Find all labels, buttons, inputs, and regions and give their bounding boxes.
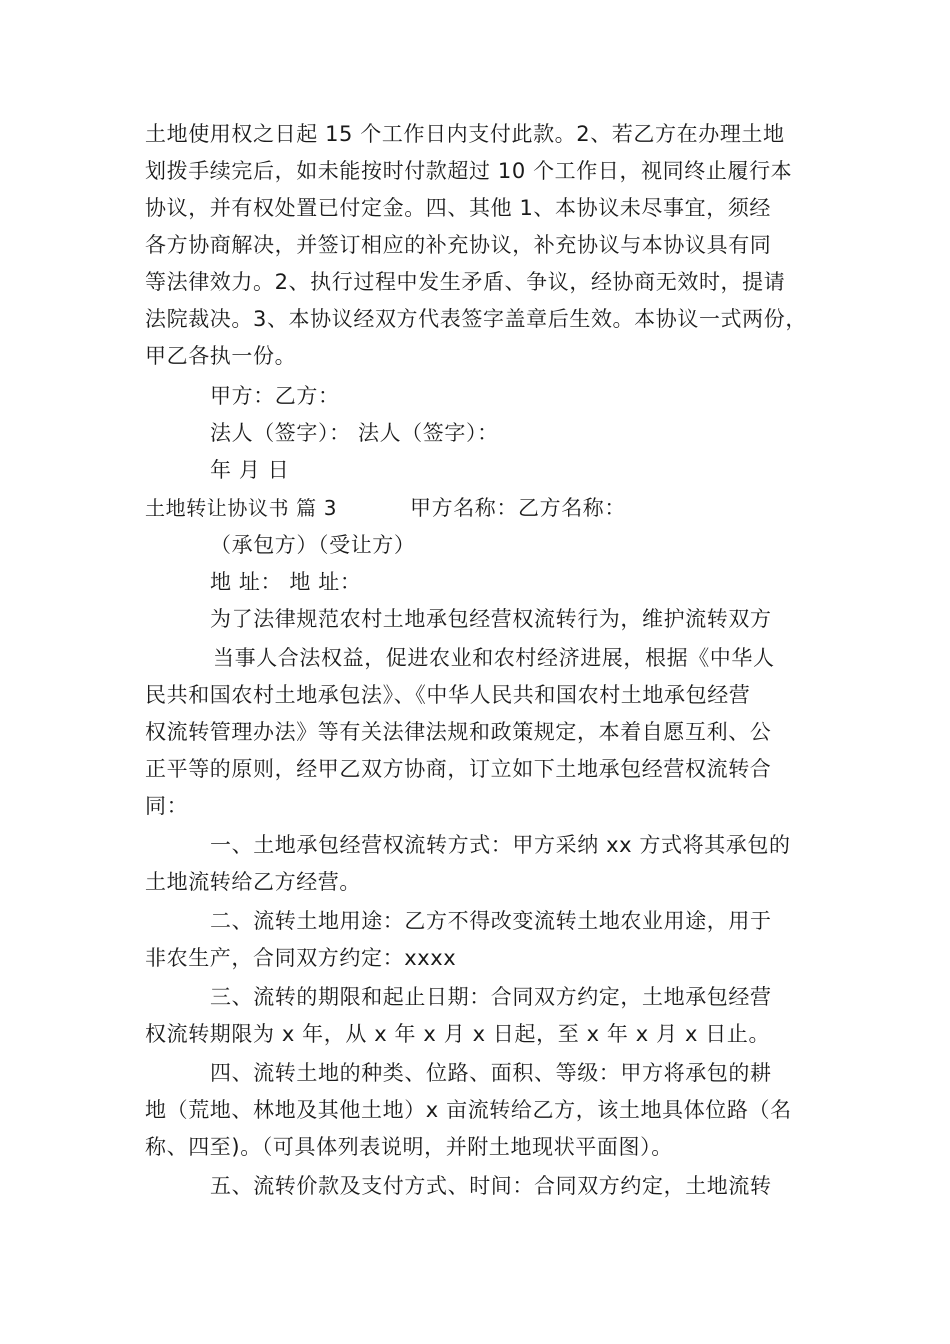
intro-line: 民共和国农村土地承包法》、《中华人民共和国农村土地承包经营	[145, 683, 751, 707]
clause-4-line: 称、四至)。（可具体列表说明，并附土地现状平面图）。	[145, 1135, 673, 1159]
signature-legal-persons: 法人（签字）： 法人（签字）：	[210, 421, 499, 445]
clause-4-line: 地（荒地、林地及其他土地）x 亩流转给乙方，该土地具体位路（名	[145, 1098, 792, 1122]
signature-parties: 甲方：乙方：	[210, 384, 340, 408]
section-title-text: 土地转让协议书 篇 3	[145, 496, 338, 520]
intro-line: 当事人合法权益，促进农业和农村经济进展，根据《中华人	[213, 646, 775, 670]
clause-1-line: 土地流转给乙方经营。	[145, 870, 361, 894]
signature-date: 年 月 日	[210, 458, 290, 482]
clause-2-line: 非农生产，合同双方约定：xxxx	[145, 946, 457, 970]
clause-1-line: 一、土地承包经营权流转方式：甲方采纳 xx 方式将其承包的	[210, 833, 791, 857]
section-title	[145, 490, 337, 527]
paragraph-line: 协议，并有权处置已付定金。四、其他 1、本协议未尽事宜，须经	[145, 196, 772, 220]
paragraph-line: 划拨手续完后，如未能按时付款超过 10 个工作日，视同终止履行本	[145, 159, 793, 183]
intro-first-line: 为了法律规范农村土地承包经营权流转行为，维护流转双方	[210, 607, 772, 631]
clause-4-line: 四、流转土地的种类、位路、面积、等级：甲方将承包的耕	[210, 1061, 772, 1085]
party-roles: （承包方）（受让方）	[210, 533, 416, 557]
intro-line: 权流转管理办法》等有关法律法规和政策规定，本着自愿互利、公	[145, 720, 772, 744]
intro-line: 正平等的原则，经甲乙双方协商，订立如下土地承包经营权流转合	[145, 757, 772, 781]
paragraph-line: 各方协商解决，并签订相应的补充协议，补充协议与本协议具有同	[145, 233, 772, 257]
paragraph-line: 等法律效力。2、执行过程中发生矛盾、争议，经协商无效时，提请	[145, 270, 786, 294]
clause-5-line: 五、流转价款及支付方式、时间：合同双方约定，土地流转	[210, 1174, 772, 1198]
clause-3-line: 三、流转的期限和起止日期：合同双方约定，土地承包经营	[210, 985, 772, 1009]
paragraph-line: 法院裁决。3、本协议经双方代表签字盖章后生效。本协议一式两份，	[145, 307, 807, 331]
party-names: 甲方名称：乙方名称：	[410, 496, 626, 520]
paragraph-line: 土地使用权之日起 15 个工作日内支付此款。2、若乙方在办理土地	[145, 122, 785, 146]
clause-2-line: 二、流转土地用途：乙方不得改变流转土地农业用途，用于	[210, 909, 772, 933]
intro-line: 同：	[145, 794, 189, 818]
paragraph-line: 甲乙各执一份。	[145, 344, 297, 368]
clause-3-line: 权流转期限为 x 年，从 x 年 x 月 x 日起，至 x 年 x 月 x 日止。	[145, 1022, 771, 1046]
party-address: 地 址： 地 址：	[210, 570, 362, 594]
